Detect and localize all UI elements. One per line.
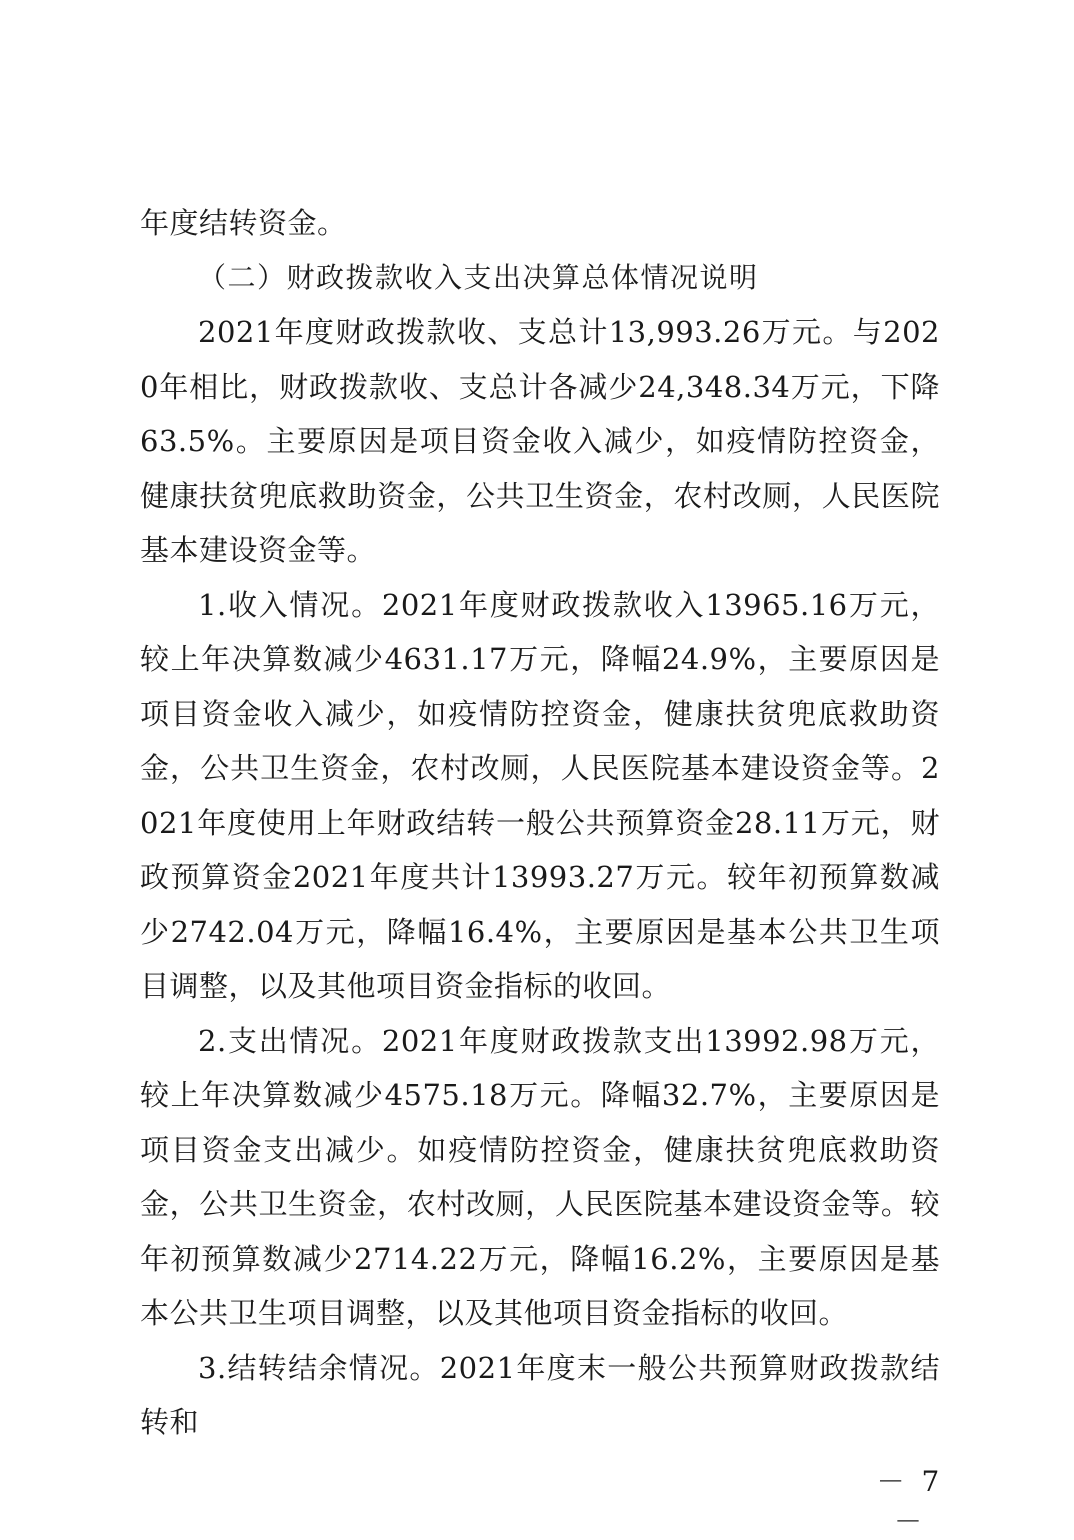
section-heading: （二）财政拨款收入支出决算总体情况说明 [198,260,759,294]
page-number: － 7 － [876,1465,944,1538]
income-paragraph: 1.收入情况。2021年度财政拨款收入13965.16万元，较上年决算数减少4631.17万元，降幅24.9%，主要原因是项目资金收入减少，如疫情防控资金，健康扶贫兜底救助资金，公共卫生资金，农村改厕，人民医院基本建设资金等。2021年度使用上年财政结转一般公共预算资金28.11万元，财政预算资金2021年度共计13993.27万元。较年初预算数减少2742.04万元，降幅16.4%，主要原因是基本公共卫生项目调整，以及其他项目资金指标的收回。 [140,587,940,1003]
continuation-text: 年度结转资金。 [140,206,347,240]
overview-paragraph: 2021年度财政拨款收、支总计13,993.26万元。与2020年相比，财政拨款收、支总计各减少24,348.34万元，下降63.5%。主要原因是项目资金收入减少，如疫情防控资金，健康扶贫兜底救助资金，公共卫生资金，农村改厕，人民医院基本建设资金等。 [140,315,940,567]
carryover-paragraph: 3.结转结余情况。2021年度末一般公共预算财政拨款结转和 [140,1350,940,1439]
expenditure-paragraph: 2.支出情况。2021年度财政拨款支出13992.98万元，较上年决算数减少4575.18万元。降幅32.7%，主要原因是项目资金支出减少。如疫情防控资金，健康扶贫兜底救助资金，公共卫生资金，农村改厕，人民医院基本建设资金等。较年初预算数减少2714.22万元，降幅16.2%，主要原因是基本公共卫生项目调整，以及其他项目资金指标的收回。 [140,1023,940,1330]
document-body [140,196,940,1450]
